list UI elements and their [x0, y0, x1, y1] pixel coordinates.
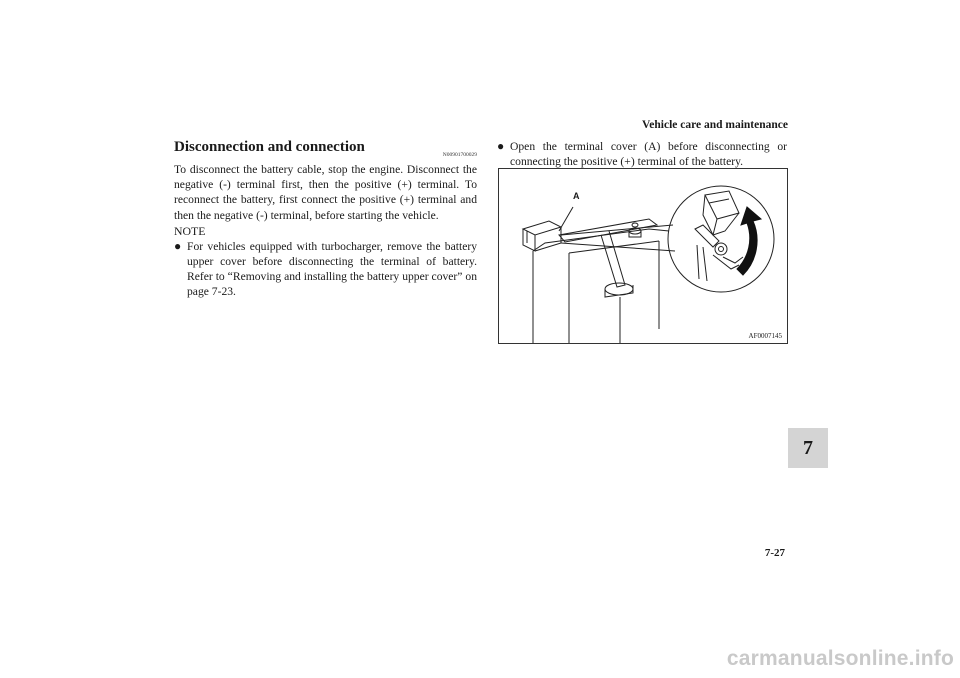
running-header: Vehicle care and maintenance — [642, 119, 788, 131]
section-heading: Disconnection and connection — [174, 139, 365, 155]
chapter-tab: 7 — [788, 428, 828, 468]
terminal-cover-bullet-text: Open the terminal cover (A) before disconnecting or connecting the positive (+) terminal of the battery. — [510, 140, 787, 169]
figure-code: AF0007145 — [748, 332, 782, 340]
bullet-icon: ● — [174, 238, 182, 253]
bullet-icon: ● — [497, 139, 505, 153]
note-bullet-text: For vehicles equipped with turbocharger, remove the battery upper cover before disconnecting the terminal of battery. Refer to “Removing and installing the battery upper cover” on page 7-23. — [187, 239, 477, 299]
left-column — [174, 139, 477, 300]
section-code: N00901700029 — [442, 152, 477, 158]
note-bullet-item — [174, 239, 477, 300]
battery-terminal-figure — [498, 168, 788, 344]
right-column — [497, 139, 787, 169]
watermark: carmanualsonline.info — [726, 647, 954, 670]
note-label: NOTE — [174, 223, 206, 238]
terminal-cover-bullet-item — [497, 139, 787, 169]
figure-label-a: A — [573, 191, 580, 201]
page-number: 7-27 — [764, 547, 785, 559]
battery-illustration-icon — [499, 169, 787, 343]
disconnect-paragraph: To disconnect the battery cable, stop the engine. Disconnect the negative (-) terminal first, then the positive (+) terminal. To reconnect the battery, first connect the positive (+) terminal and then the negative (-) terminal, before starting the vehicle. — [174, 163, 477, 222]
